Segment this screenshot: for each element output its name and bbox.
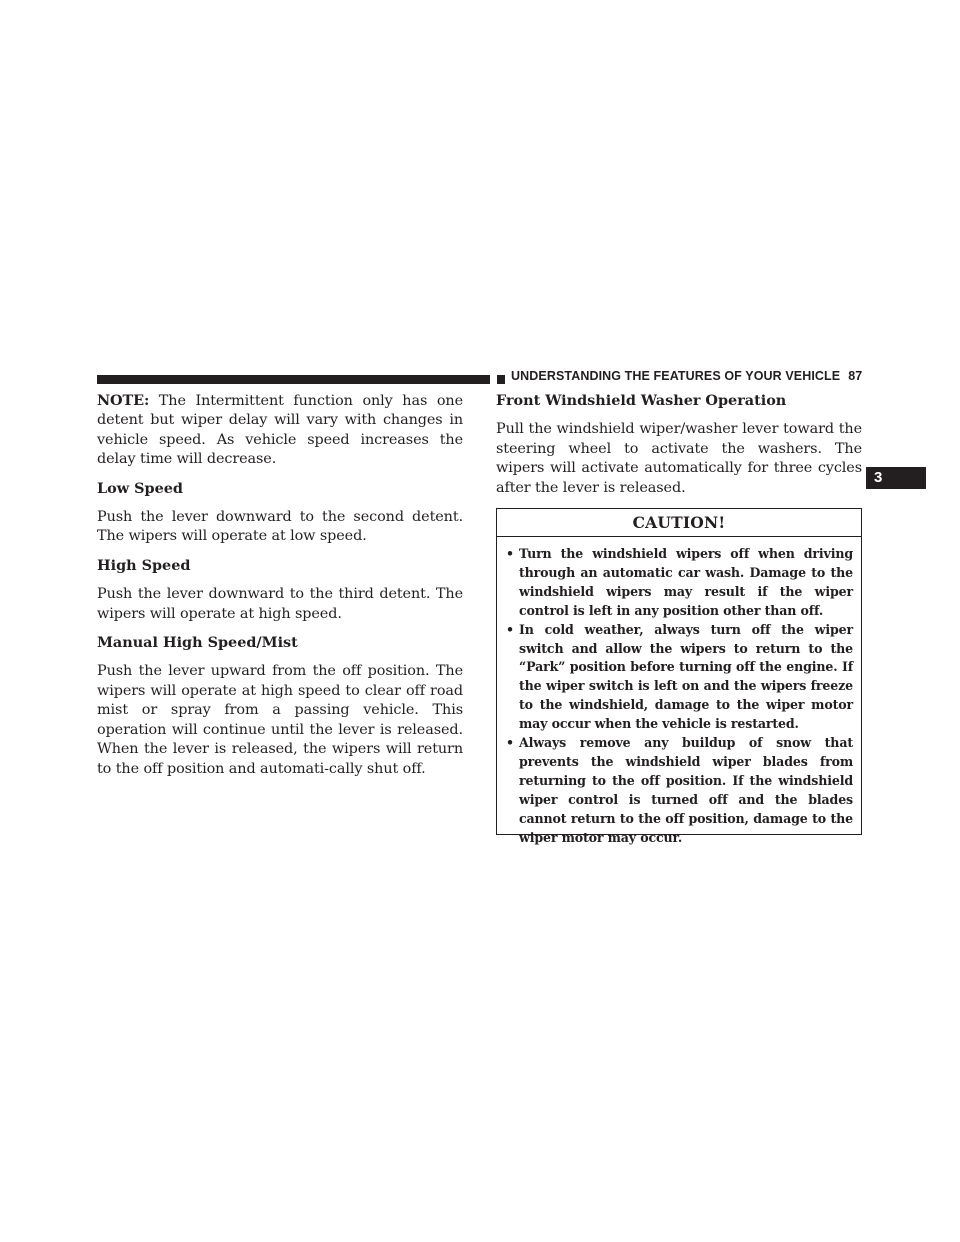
note-paragraph [97, 391, 463, 470]
section-text-high-speed: Push the lever downward to the third detent. The wipers will operate at high speed. [97, 586, 463, 622]
section-heading-manual-high-speed-mist: Manual High Speed/Mist [97, 634, 298, 652]
header-rule-left [97, 375, 490, 384]
caution-box [496, 508, 862, 845]
chapter-tab [866, 467, 926, 489]
running-header [511, 369, 862, 383]
caution-list [505, 545, 853, 848]
caution-item [505, 734, 853, 847]
section-text-washer-operation: Pull the windshield wiper/washer lever toward the steering wheel to activate the washers. The wipers will activate automatically for three cycles after the lever is released. [496, 421, 862, 496]
chapter-number: 3 [874, 469, 883, 486]
left-column [97, 391, 463, 779]
section-heading-low-speed: Low Speed [97, 479, 183, 497]
note-label: NOTE: [97, 392, 150, 409]
bullet-icon: • [506, 621, 514, 637]
page-number: 87 [848, 369, 863, 383]
caution-item-text: In cold weather, always turn off the wiper switch and allow the wipers to return to the “Park” position before turning off the engine. If the wiper switch is left on and the wipers freeze to the windshield, damage to the wiper motor may occur when the vehicle is restarted. [519, 621, 853, 732]
caution-item-text: Turn the windshield wipers off when driving through an automatic car wash. Damage to the windshield wipers may result if the wiper control is left in any position other than off. [519, 546, 853, 618]
section-text-manual-high-speed-mist: Push the lever upward from the off position. The wipers will operate at high speed to clear off road mist or spray from a passing vehicle. This operation will continue until the lever is released. When the lever is released, the wipers will return to the off position and automati-cally shut off. [97, 663, 463, 777]
section-text-low-speed: Push the lever downward to the second detent. The wipers will operate at low speed. [97, 509, 463, 545]
caution-divider [497, 536, 861, 537]
caution-item [505, 621, 853, 734]
bullet-icon: • [506, 735, 514, 751]
caution-item-text: Always remove any buildup of snow that prevents the windshield wiper blades from returning to the off position. If the windshield wiper control is turned off and the blades cannot return to the off position, damage to the wiper motor may occur. [519, 735, 853, 845]
caution-title: CAUTION! [632, 513, 726, 532]
note-text: The Intermittent function only has one detent but wiper delay will vary with changes in vehicle speed. As vehicle speed increases the delay time will decrease. [97, 393, 463, 468]
header-rule-marker [497, 375, 505, 384]
section-heading-washer-operation: Front Windshield Washer Operation [496, 392, 787, 409]
right-column [496, 391, 862, 498]
bullet-icon: • [506, 546, 514, 561]
section-heading-high-speed: High Speed [97, 556, 191, 574]
caution-item [505, 545, 853, 621]
header-section-title: UNDERSTANDING THE FEATURES OF YOUR VEHICLE [511, 369, 841, 383]
